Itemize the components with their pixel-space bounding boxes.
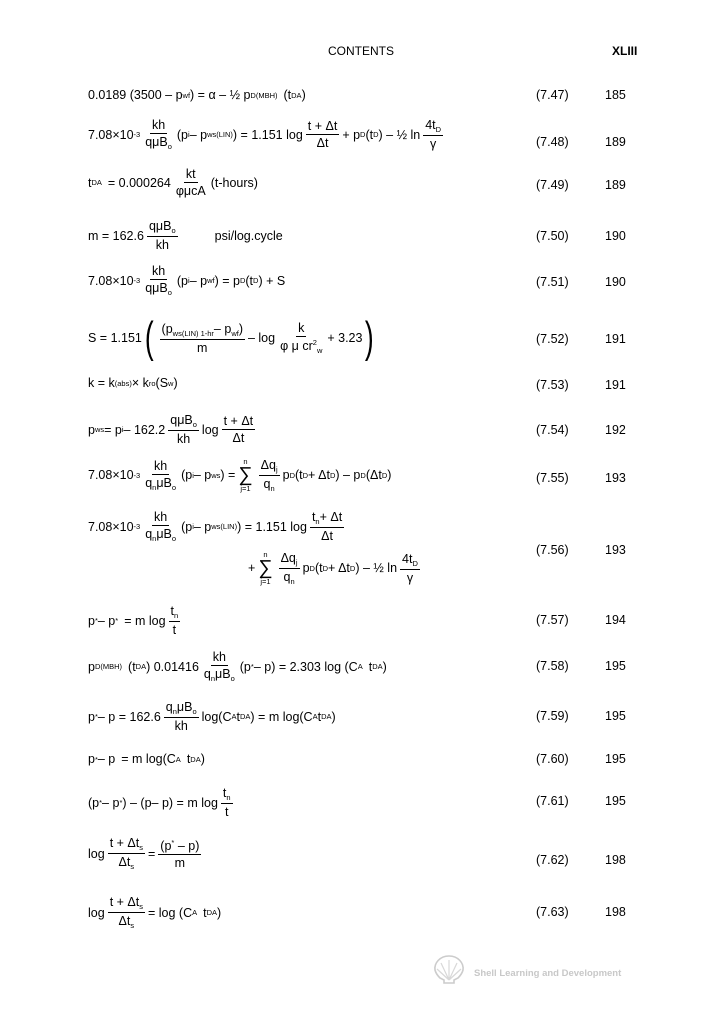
page-reference: 193	[605, 543, 626, 557]
equation: S = 1.151 ( ($p_{ws(LIN) 1-hr}-$ $p_{wf}$) m – log k φ μ $cr^2_w$ + 3.23 )	[88, 313, 375, 362]
equation: p * – p = 162.6 $q_n\mu B_o$ kh log(C A t DA ) = m log(C A t DA )	[88, 700, 336, 733]
page-reference: 189	[605, 178, 626, 192]
equation: log $t + \Delta t_s$ $\Delta t_s$ = $\frac{(p^* - p)}{m}$	[88, 836, 200, 871]
page-reference: 195	[605, 709, 626, 723]
equation-number: (7.51)	[536, 275, 569, 289]
equation-number: (7.57)	[536, 613, 569, 627]
header-page-number: XLIII	[612, 44, 638, 58]
footer-brand-text: Shell Learning and Development	[474, 968, 622, 979]
equation-number: (7.52)	[536, 332, 569, 346]
equation: t DA = 0.000264 kt φμcA (t-hours)	[88, 167, 258, 198]
equation: 0.0189 (3500 – p wf ) = α – ½ p D(MBH) (t DA )	[88, 88, 306, 102]
equation-number: (7.60)	[536, 752, 569, 766]
equation: k = k (abs) × k ro (S w )	[88, 376, 178, 390]
equation-number: (7.49)	[536, 178, 569, 192]
equation-number: (7.58)	[536, 659, 569, 673]
equation: 7.08×10 -3 kh $q_n\mu B_o$ (p i – p ws ) = n ∑ j=1 $\Delta q_j$ $q_n$ p D (t D + Δt D ) – p D (Δt D )	[88, 457, 392, 493]
equation: m = 162.6 qμB$_o$ kh psi/log.cycle	[88, 219, 283, 252]
equation-number: (7.61)	[536, 794, 569, 808]
equation-number: (7.47)	[536, 88, 569, 102]
page-reference: 191	[605, 378, 626, 392]
shell-logo-icon	[432, 954, 466, 984]
equation-number: (7.63)	[536, 905, 569, 919]
equation-number: (7.56)	[536, 543, 569, 557]
page-reference: 185	[605, 88, 626, 102]
header-title: CONTENTS	[328, 44, 394, 58]
page-reference: 193	[605, 471, 626, 485]
equation-number: (7.59)	[536, 709, 569, 723]
equation: 7.08×10 -3 kh qμB$_o$ (p i – p ws(LIN) ) = 1.151 log t + Δt Δt + p D (t D ) – ½ ln $4t_D$ γ	[88, 118, 442, 151]
equation: 7.08×10 -3 kh $q_n\mu B_o$ (p i – p ws(LIN) ) = 1.151 log $t_n+ \Delta t$ Δt	[88, 510, 343, 543]
page-reference: 195	[605, 794, 626, 808]
page-reference: 195	[605, 752, 626, 766]
page-reference: 198	[605, 853, 626, 867]
equation: p D(MBH) (t DA ) 0.01416 kh $q_n\mu B_o$ (p * – p) = 2.303 log (C A t DA )	[88, 650, 387, 683]
page-reference: 194	[605, 613, 626, 627]
page-reference: 195	[605, 659, 626, 673]
equation: p * – p * = m log $t_n$ t	[88, 604, 179, 637]
page-reference: 190	[605, 275, 626, 289]
page-reference: 192	[605, 423, 626, 437]
equation: 7.08×10 -3 kh qμB$_o$ (p i – p wf ) = p D (t D ) + S	[88, 264, 286, 297]
equation-number: (7.50)	[536, 229, 569, 243]
equation: p ws = p i – 162.2 qμB$_o$ kh log t + Δt Δt	[88, 413, 254, 446]
equation: p * – p = m log(C A t DA )	[88, 752, 205, 766]
page-reference: 191	[605, 332, 626, 346]
equation-number: (7.54)	[536, 423, 569, 437]
equation: log $t + \Delta t_s$ $\Delta t_s$ = log (C A t DA )	[88, 895, 222, 930]
equation-number: (7.62)	[536, 853, 569, 867]
equation: (p * – p * ) – (p – p) = m log $t_n$ t	[88, 786, 231, 819]
page-reference: 189	[605, 135, 626, 149]
page-header	[0, 44, 723, 62]
page-reference: 198	[605, 905, 626, 919]
page-reference: 190	[605, 229, 626, 243]
equation-number: (7.53)	[536, 378, 569, 392]
equation-continuation: + n ∑ j=1 $\Delta q_j$ $q_n$ p D (t D + Δt D ) – ½ ln $4t_D$ γ	[248, 550, 418, 586]
equation-number: (7.48)	[536, 135, 569, 149]
equation-number: (7.55)	[536, 471, 569, 485]
